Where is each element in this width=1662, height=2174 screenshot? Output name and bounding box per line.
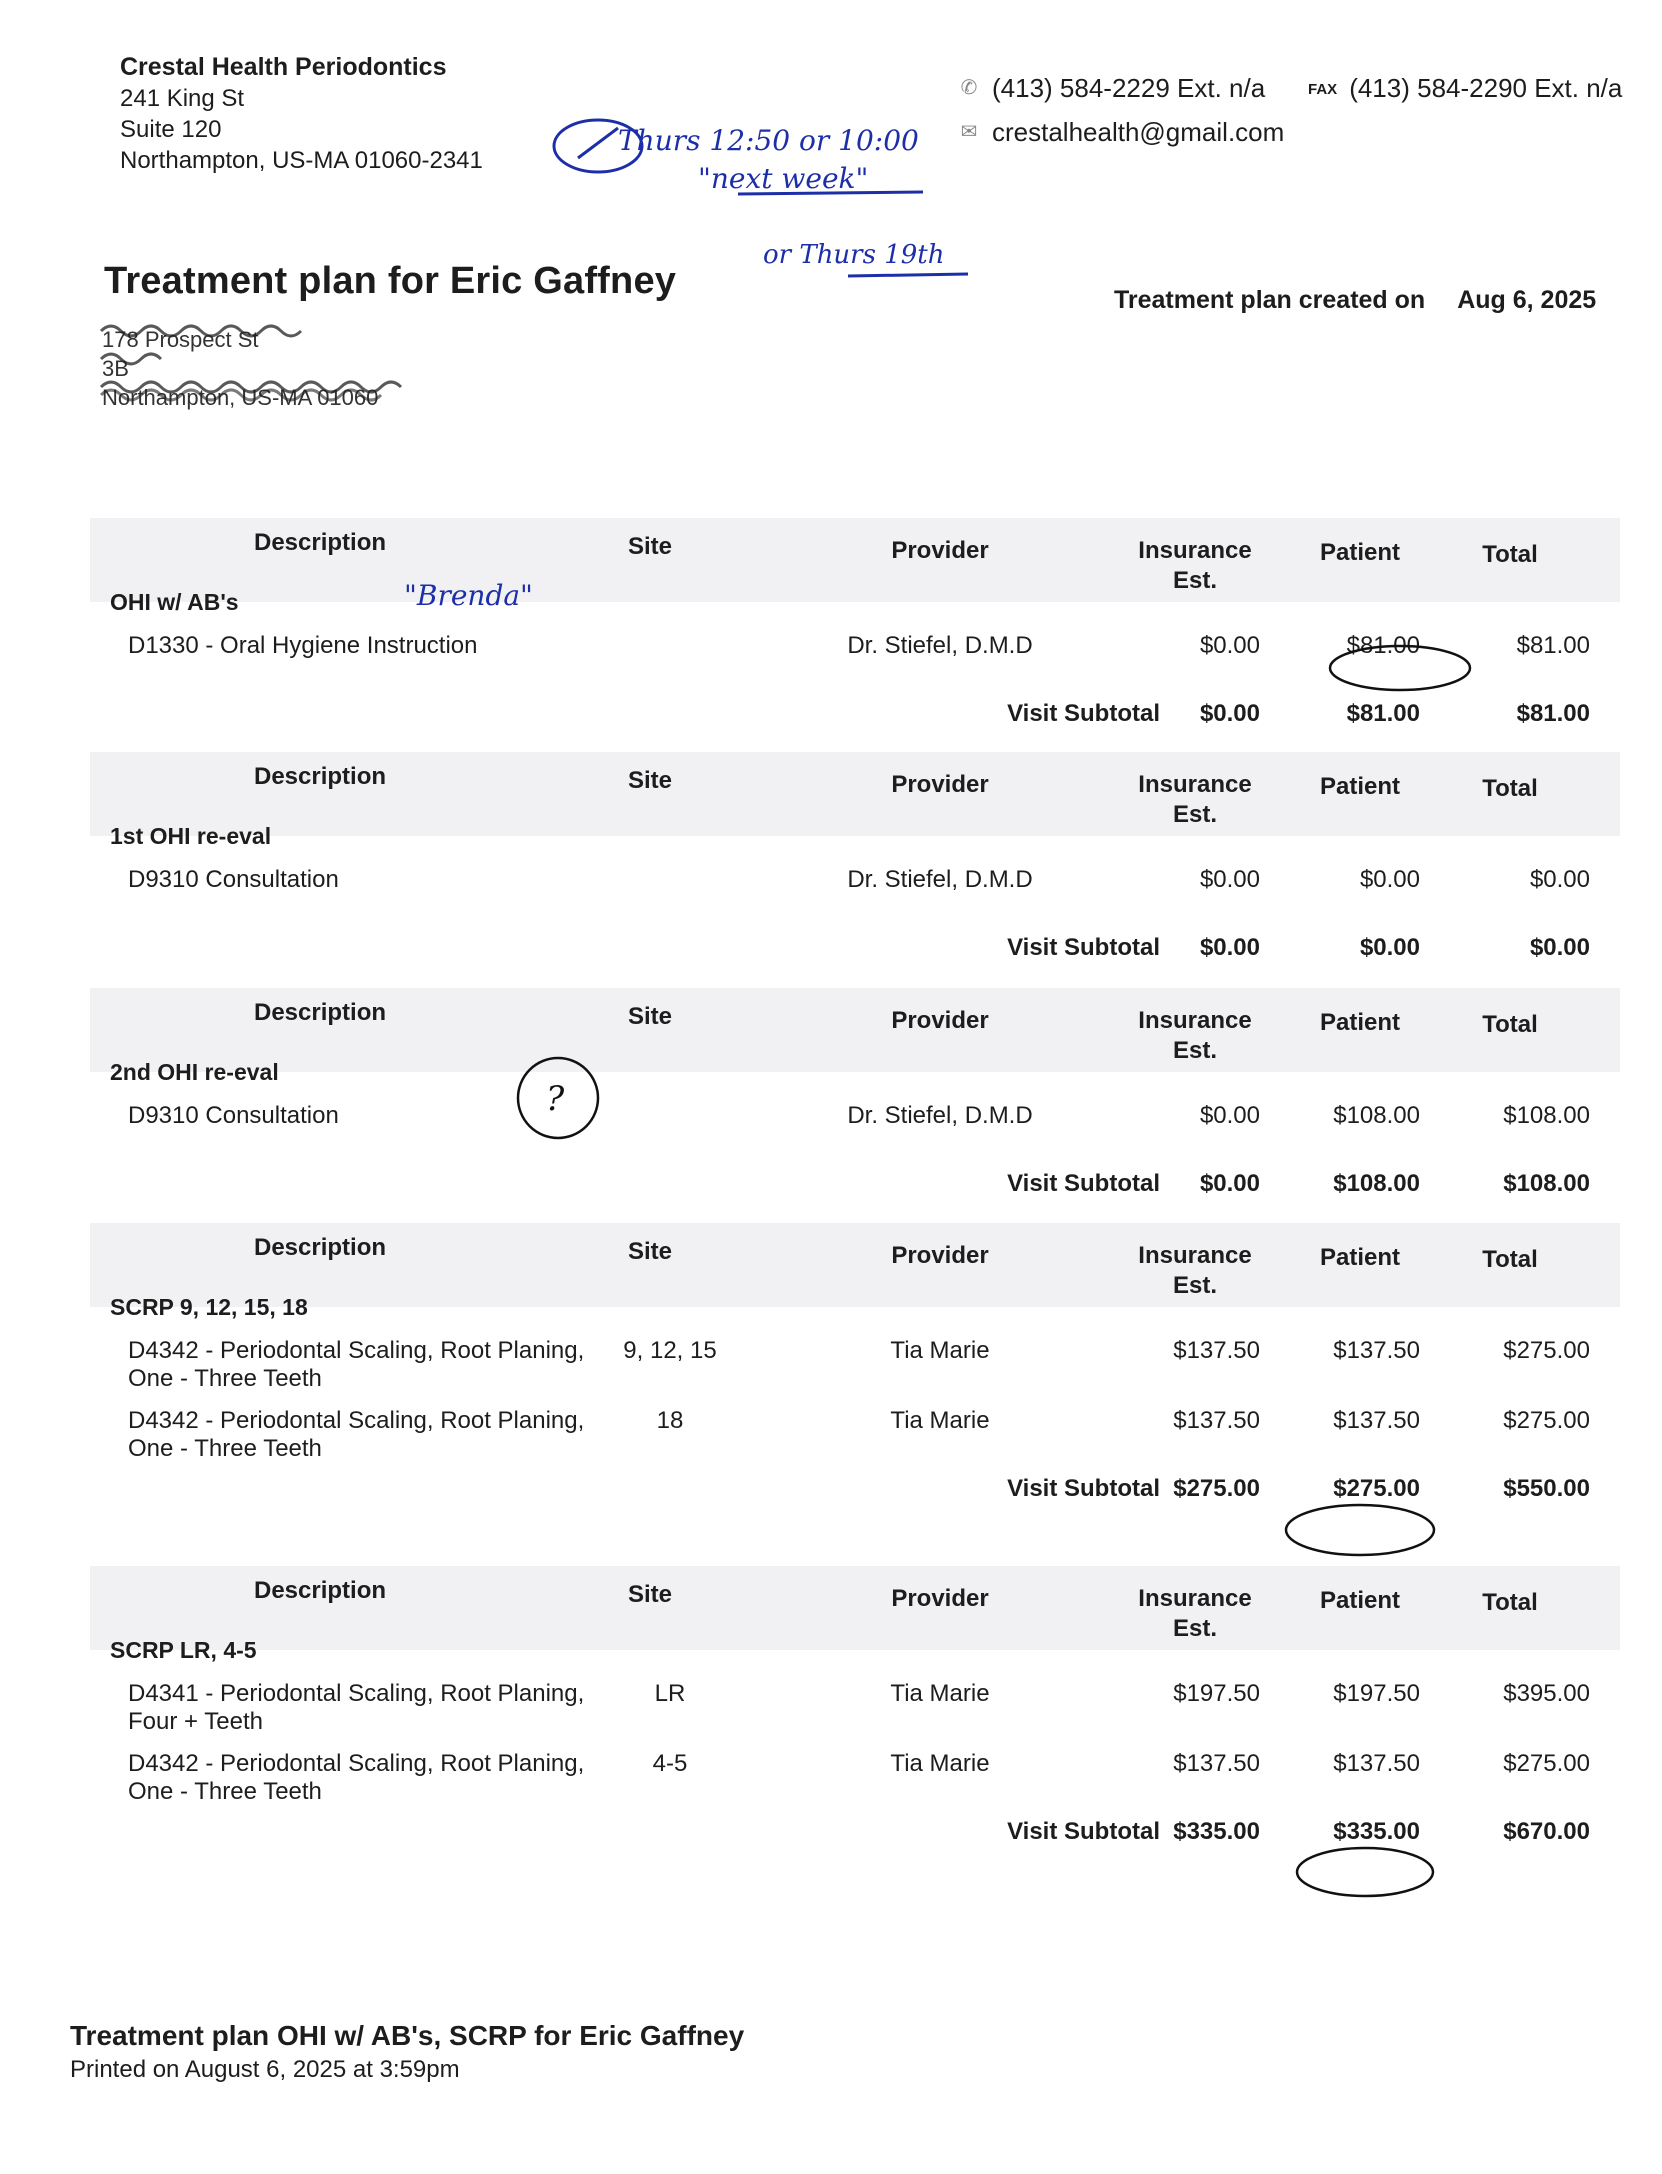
subtotal-ins: $275.00 <box>1173 1475 1260 1502</box>
table-row <box>90 1744 1620 1814</box>
subtotal-label: Visit Subtotal <box>1007 1170 1160 1197</box>
footer-printed: Printed on August 6, 2025 at 3:59pm <box>70 2056 460 2083</box>
fax-label: FAX <box>1308 81 1338 98</box>
handwritten-note-provider <box>400 565 600 630</box>
cell-pat: $137.50 <box>1333 1407 1420 1434</box>
cell-provider: Dr. Stiefel, D.M.D <box>847 866 1033 893</box>
table-row <box>90 1331 1620 1401</box>
cell-tot: $275.00 <box>1503 1407 1590 1434</box>
phone-icon: ✆ <box>960 77 978 99</box>
subtotal-ins: $335.00 <box>1173 1818 1260 1845</box>
visit-group-title: OHI w/ AB's <box>110 589 239 615</box>
patient-address <box>102 325 378 412</box>
cell-provider: Dr. Stiefel, D.M.D <box>847 632 1033 659</box>
practice-address-line2: Suite 120 <box>120 116 222 143</box>
column-header-total: Total <box>1482 1011 1538 1038</box>
column-header-insurance: Insurance Est. <box>1138 1007 1252 1064</box>
subtotal-ins: $0.00 <box>1199 934 1260 961</box>
cell-desc: D4342 - Periodontal Scaling, Root Planing, One - Three Teeth <box>128 1337 585 1392</box>
column-header-provider: Provider <box>891 1585 989 1612</box>
subtotal-tot: $550.00 <box>1503 1475 1590 1502</box>
handwriting-note-4: "Brenda" <box>404 579 533 612</box>
table-row <box>90 1401 1620 1471</box>
visit-table <box>90 518 1620 742</box>
column-header-description: Description <box>253 1234 387 1261</box>
cell-desc: D4342 - Periodontal Scaling, Root Planing, One - Three Teeth <box>128 1750 585 1805</box>
cell-ins: $197.50 <box>1173 1680 1260 1707</box>
practice-city: Northampton, US-MA 01060-2341 <box>120 147 483 174</box>
cell-provider: Tia Marie <box>890 1680 990 1707</box>
column-header-total: Total <box>1482 1246 1538 1273</box>
fax-number: (413) 584-2290 Ext. n/a <box>1349 73 1623 103</box>
address-redaction-scribble <box>96 319 436 419</box>
handwriting-note-3: or Thurs 19th <box>763 240 945 270</box>
subtotal-label: Visit Subtotal <box>1007 700 1160 727</box>
circle-mark-335 <box>1290 1843 1440 1906</box>
visit-group-title: 1st OHI re-eval <box>110 823 272 849</box>
patient-address-line1: 178 Prospect St <box>102 327 259 352</box>
cell-provider: Tia Marie <box>890 1337 990 1364</box>
visit-subtotal-row <box>90 696 1620 742</box>
column-header-site: Site <box>627 1238 672 1265</box>
column-header-provider: Provider <box>891 1007 989 1034</box>
column-header-total: Total <box>1482 775 1538 802</box>
column-header-description: Description <box>253 1577 387 1604</box>
visit-subtotal-row <box>90 1166 1620 1212</box>
cell-site: 4-5 <box>652 1750 688 1777</box>
practice-email: crestalhealth@gmail.com <box>992 117 1285 147</box>
column-header-patient: Patient <box>1319 1009 1400 1036</box>
email-icon: ✉ <box>960 121 978 143</box>
visit-table <box>90 1566 1620 1860</box>
practice-name: Crestal Health Periodontics <box>120 53 447 81</box>
circle-mark-81 <box>1325 642 1475 699</box>
handwriting-note-1: Thurs 12:50 or 10:00 <box>618 124 919 157</box>
created-date: Aug 6, 2025 <box>1457 286 1597 314</box>
cell-provider: Dr. Stiefel, D.M.D <box>847 1102 1033 1129</box>
cell-site: LR <box>654 1680 686 1707</box>
subtotal-pat: $0.00 <box>1359 934 1420 961</box>
table-row <box>90 860 1620 930</box>
handwriting-note-5: ? <box>546 1079 565 1119</box>
column-header-description: Description <box>253 529 387 556</box>
cell-ins: $137.50 <box>1173 1750 1260 1777</box>
subtotal-pat: $275.00 <box>1333 1475 1420 1502</box>
cell-tot: $0.00 <box>1529 866 1590 893</box>
subtotal-ins: $0.00 <box>1199 1170 1260 1197</box>
practice-contact <box>958 66 1284 154</box>
plan-created <box>1114 286 1596 315</box>
subtotal-ins: $0.00 <box>1199 700 1260 727</box>
practice-info <box>120 52 483 176</box>
column-header-provider: Provider <box>891 537 989 564</box>
subtotal-tot: $0.00 <box>1529 934 1590 961</box>
plan-title: Treatment plan for Eric Gaffney <box>104 260 677 302</box>
table-row <box>90 1096 1620 1166</box>
cell-pat: $81.00 <box>1346 632 1420 659</box>
visit-table <box>90 1223 1620 1517</box>
subtotal-pat: $81.00 <box>1346 700 1420 727</box>
subtotal-tot: $108.00 <box>1503 1170 1590 1197</box>
cell-ins: $137.50 <box>1173 1337 1260 1364</box>
patient-address-line2: 3B <box>102 356 129 381</box>
cell-ins: $137.50 <box>1173 1407 1260 1434</box>
column-header-site: Site <box>627 1003 672 1030</box>
cell-desc: D4341 - Periodontal Scaling, Root Planing, Four + Teeth <box>128 1680 585 1735</box>
column-header-total: Total <box>1482 541 1538 568</box>
plan-footer <box>70 2020 744 2084</box>
cell-desc: D9310 Consultation <box>128 866 339 893</box>
visit-subtotal-row <box>90 930 1620 976</box>
cell-tot: $395.00 <box>1503 1680 1590 1707</box>
column-header-site: Site <box>627 767 672 794</box>
cell-tot: $275.00 <box>1503 1750 1590 1777</box>
cell-provider: Tia Marie <box>890 1750 990 1777</box>
cell-tot: $81.00 <box>1516 632 1590 659</box>
subtotal-tot: $670.00 <box>1503 1818 1590 1845</box>
cell-ins: $0.00 <box>1199 866 1260 893</box>
cell-ins: $0.00 <box>1199 1102 1260 1129</box>
practice-address-line1: 241 King St <box>120 85 245 112</box>
column-header-insurance: Insurance Est. <box>1138 1585 1252 1642</box>
subtotal-pat: $335.00 <box>1333 1818 1420 1845</box>
subtotal-label: Visit Subtotal <box>1007 1475 1160 1502</box>
column-header-patient: Patient <box>1319 773 1400 800</box>
column-header-site: Site <box>627 533 672 560</box>
cell-provider: Tia Marie <box>890 1407 990 1434</box>
cell-pat: $137.50 <box>1333 1337 1420 1364</box>
circle-mark-275 <box>1280 1500 1440 1565</box>
subtotal-pat: $108.00 <box>1333 1170 1420 1197</box>
cell-tot: $275.00 <box>1503 1337 1590 1364</box>
column-header-site: Site <box>627 1581 672 1608</box>
cell-desc: D9310 Consultation <box>128 1102 339 1129</box>
column-header-patient: Patient <box>1319 539 1400 566</box>
column-header-insurance: Insurance Est. <box>1138 537 1252 594</box>
column-header-insurance: Insurance Est. <box>1138 771 1252 828</box>
cell-site: 18 <box>656 1407 684 1434</box>
cell-desc: D4342 - Periodontal Scaling, Root Planing, One - Three Teeth <box>128 1407 585 1462</box>
cell-pat: $197.50 <box>1333 1680 1420 1707</box>
subtotal-label: Visit Subtotal <box>1007 934 1160 961</box>
cell-pat: $137.50 <box>1333 1750 1420 1777</box>
patient-address-line3: Northampton, US-MA 01060 <box>102 385 379 410</box>
column-header-insurance: Insurance Est. <box>1138 1242 1252 1299</box>
column-header-provider: Provider <box>891 1242 989 1269</box>
handwritten-question-mark <box>512 1052 604 1149</box>
cell-pat: $0.00 <box>1359 866 1420 893</box>
practice-fax <box>1308 66 1622 112</box>
cell-desc: D1330 - Oral Hygiene Instruction <box>128 632 478 659</box>
handwriting-note-2: "next week" <box>698 162 869 195</box>
practice-phone: (413) 584-2229 Ext. n/a <box>992 73 1266 103</box>
column-header-provider: Provider <box>891 771 989 798</box>
created-label: Treatment plan created on <box>1114 286 1426 314</box>
visit-group-title: SCRP LR, 4-5 <box>110 1637 257 1663</box>
subtotal-label: Visit Subtotal <box>1007 1818 1160 1845</box>
visit-table <box>90 752 1620 976</box>
cell-ins: $0.00 <box>1199 632 1260 659</box>
column-header-patient: Patient <box>1319 1587 1400 1614</box>
visit-group-title: SCRP 9, 12, 15, 18 <box>110 1294 308 1320</box>
visit-group-title: 2nd OHI re-eval <box>110 1059 279 1085</box>
visit-table <box>90 988 1620 1212</box>
cell-pat: $108.00 <box>1333 1102 1420 1129</box>
table-row <box>90 1674 1620 1744</box>
cell-site: 9, 12, 15 <box>623 1337 717 1364</box>
cell-tot: $108.00 <box>1503 1102 1590 1129</box>
subtotal-tot: $81.00 <box>1516 700 1590 727</box>
column-header-description: Description <box>253 999 387 1026</box>
footer-title: Treatment plan OHI w/ AB's, SCRP for Eric Gaffney <box>70 2020 745 2051</box>
column-header-patient: Patient <box>1319 1244 1400 1271</box>
column-header-description: Description <box>253 763 387 790</box>
column-header-total: Total <box>1482 1589 1538 1616</box>
